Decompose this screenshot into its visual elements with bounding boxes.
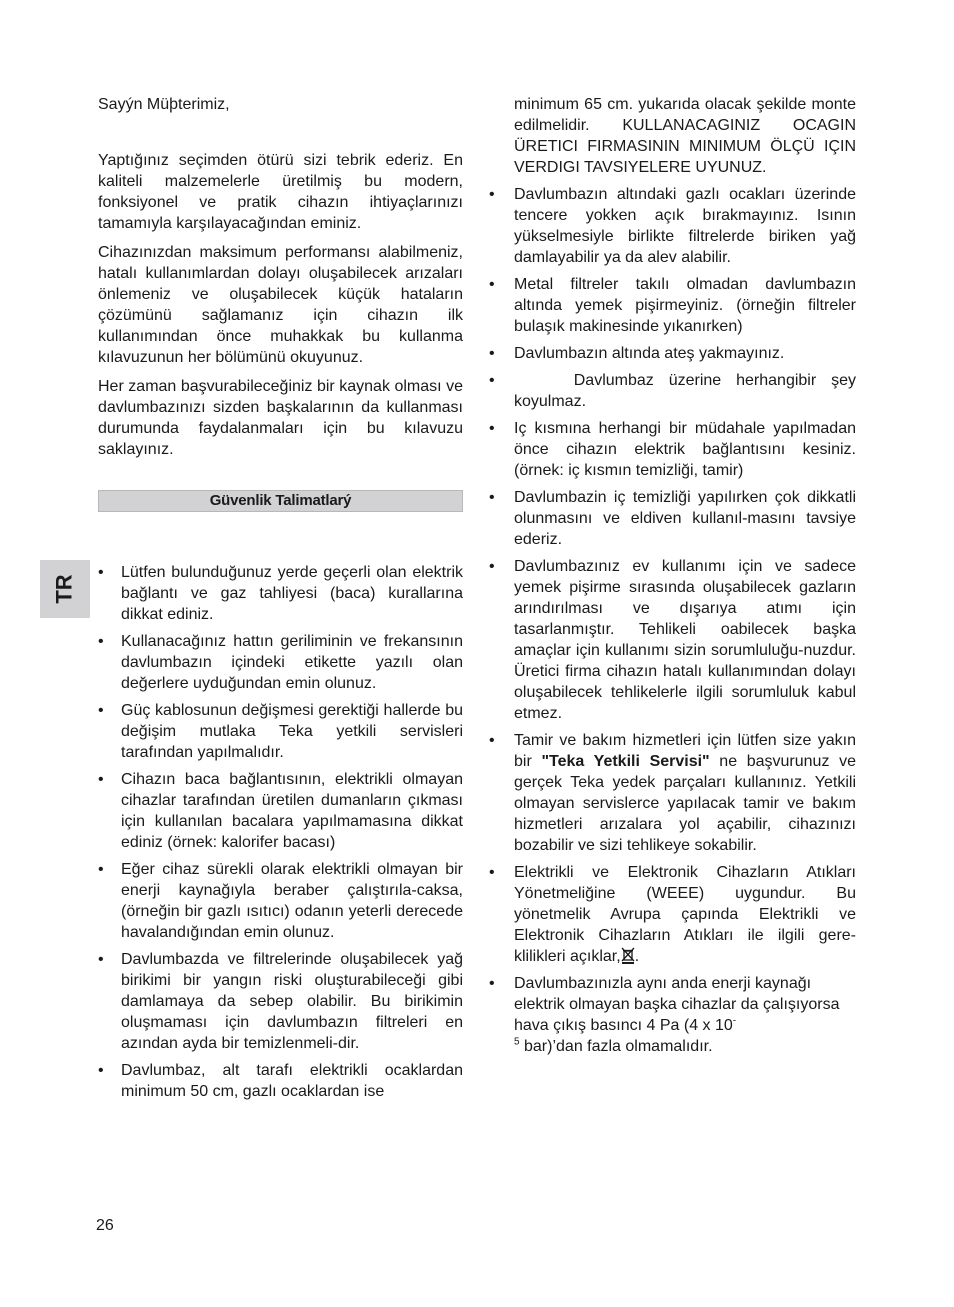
- weee-bin-icon: [621, 947, 635, 964]
- pressure-sup-exp: 5: [514, 1036, 520, 1048]
- pressure-text: Davlumbazınızla aynı anda enerji kaynağı elektrik olmayan başka cihazlar da çalışıyorsa hava çıkış basıncı 4 Pa (4 x 10: [514, 975, 840, 1034]
- safety-list-left: [98, 562, 463, 1102]
- page-number: 26: [96, 1217, 114, 1234]
- list-item: • Davlumbazın altında ateş yakmayınız.: [489, 343, 856, 364]
- intro-paragraph-3: Her zaman başvurabileceğiniz bir kaynak olması ve davlumbazınızı sizden başkalarının da kullanması durumunda faydalanmaları için bu kılavuzu saklayınız.: [98, 378, 463, 458]
- safety-list-right: [489, 184, 861, 1057]
- section-header-safety: Güvenlik Talimatlarý: [98, 490, 463, 512]
- list-item: • Davlumbaz üzerine herhangibir şey koyulmaz.: [489, 370, 856, 412]
- list-item: • Davlumbazın altındaki gazlı ocakları üzerinde tencere yokken açık bırakmayınız. Isının yükselmesiyle birlikte filtrelerde biriken yağ damlayabilir ya da alev alabilir.: [489, 184, 856, 268]
- list-item: • Iç kısmına herhangi bir müdahale yapılmadan önce cihazın elektrik bağlantısını kesiniz. (örnek: iç kısmın temizliği, tamir): [489, 418, 856, 481]
- pressure-end: bar)’dan fazla olmamalıdır.: [519, 1038, 713, 1055]
- list-item: • Güç kablosunun değişmesi gerektiği hallerde bu değişim mutlaka Teka yetkili servisleri tarafından yapılmalıdır.: [98, 700, 463, 763]
- list-item: • Davlumbazınız ev kullanımı için ve sadece yemek pişirme sırasında oluşabilecek gazların arındırılması ve dışarıya atımı için tasarlanmıştır. Tehlikeli oabilecek başka amaçlar için kullanımı sizin sorumluluğu-nuzdur. Üretici firma cihazın hatalı kullanımından dolayı oluşabilecek tehlikelerle ilgili sorumluluk kabul etmez.: [489, 556, 856, 724]
- right-column: [489, 94, 861, 1063]
- intro-paragraph-1: Yaptığınız seçimden ötürü sizi tebrik ederiz. En kaliteli malzemelerle üretilmiş bu modern, fonksiyonel ve pratik cihazın ihtiyaçlarınızı tamamıyla karşılayacağından eminiz.: [98, 152, 463, 232]
- language-tab-label: TR: [51, 574, 77, 604]
- service-name: "Teka Yetkili Servisi": [541, 753, 710, 770]
- weee-text: Elektrikli ve Elektronik Cihazların Atıkları Yönetmeliğine (WEEE) uygundur. Bu yönetmelik Avrupa çapında Elektrikli ve Elektronik Cihazların Atıkları ile ilgili gere-klilikleri açıklar,: [514, 864, 856, 965]
- service-text-after: ne başvurunuz ve gerçek Teka yedek parçaları kullanınız. Yetkili olmayan servislerce yapılacak tamir ve bakım hizmetleri arızalara yol açabilir, cihazınızı bozabilir ve sizi tehlikeye sokabilir.: [514, 753, 856, 854]
- continued-text: minimum 65 cm. yukarıda olacak şekilde monte edilmelidir. KULLANACAGINIZ OCAGIN ÜRETICI FIRMASININ MINIMUM ÖLÇÜ IÇIN VERDIGI TAVSIYELERE UYUNUZ.: [514, 96, 856, 176]
- intro-paragraph-2: Cihazınızdan maksimum performansı alabilmeniz, hatalı kullanımlardan dolayı oluşabilecek arızaları önlemeniz ve oluşabilecek küçük hataların çözümünü sağlamanız için cihazın ilk kullanımından önce muhakkak bu kullanma kılavuzunun her bölümünü okuyunuz.: [98, 244, 463, 366]
- list-item: • Davlumbazin iç temizliği yapılırken çok dikkatli olunmasını ve eldiven kullanıl-masını tavsiye ederiz.: [489, 487, 856, 550]
- list-item: • Cihazın baca bağlantısının, elektrikli olmayan cihazlar tarafından üretilen dumanların çıkması için kullanılan bacalara yapılmamasına dikkat ediniz (örnek: kalorifer bacası): [98, 769, 463, 853]
- salutation: Sayýn Müþterimiz,: [98, 96, 230, 113]
- list-item-weee: [489, 862, 856, 967]
- list-item: • Metal filtreler takılı olmadan davlumbazın altında yemek pişirmeyiniz. (örneğin filtreler bulaşık makinesinde yıkanırken): [489, 274, 856, 337]
- weee-end: .: [634, 948, 640, 965]
- list-item: • Lütfen bulunduğunuz yerde geçerli olan elektrik bağlantı ve gaz tahliyesi (baca) kurallarına dikkat ediniz.: [98, 562, 463, 625]
- left-column: [98, 94, 463, 1108]
- list-item: • Eğer cihaz sürekli olarak elektrikli olmayan bir enerji kaynağıyla beraber çalıştırıla-caksa, (örneğin bir gazlı ısıtıcı) odanın yeterli derecede havalandığından emin olunuz.: [98, 859, 463, 943]
- pressure-sup-minus: -: [732, 1015, 737, 1027]
- language-tab: [40, 560, 90, 618]
- list-item: • Davlumbazda ve filtrelerinde oluşabilecek yağ birikimi bir yangın riski oluşturabileceği gibi damlamaya da sebep olabilir. Bu birikimin oluşmaması için davlumbazın filtreleri en azından ayda bir temizlenmeli-dir.: [98, 949, 463, 1054]
- list-item: • Davlumbaz, alt tarafı elektrikli ocaklardan minimum 50 cm, gazlı ocaklardan ise: [98, 1060, 463, 1102]
- list-item: • Kullanacağınız hattın geriliminin ve frekansının davlumbazın içindeki etikette yazılı olan değerlere uyduğundan emin olunuz.: [98, 631, 463, 694]
- list-item-pressure: [489, 973, 856, 1057]
- service-text-before: Tamir ve bakım hizmetleri için lütfen size yakın bir: [514, 732, 856, 770]
- list-item-service: [489, 730, 856, 856]
